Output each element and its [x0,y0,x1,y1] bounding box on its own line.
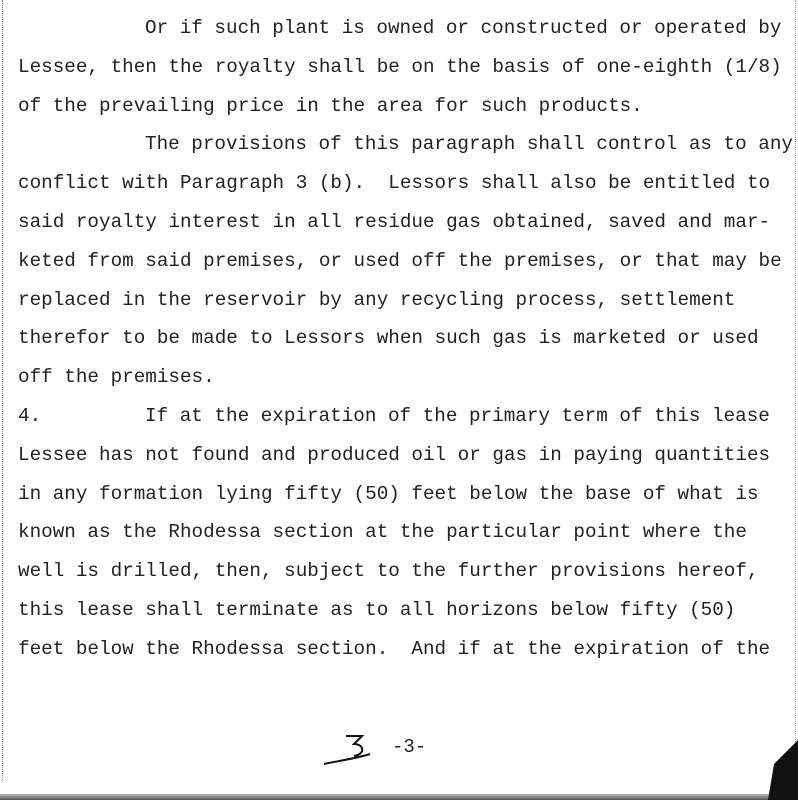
text-line: said royalty interest in all residue gas obtained, saved and mar- [18,211,771,233]
text-line: Lessee, then the royalty shall be on the basis of one-eighth (1/8) [18,55,782,78]
scan-right-edge [794,0,796,760]
text-line: of the prevailing price in the area for such products. [18,94,643,117]
paragraph-number: 4. [18,405,42,427]
text-line: therefor to be made to Lessors when such gas is marketed or used [18,327,759,350]
text-line: in any formation lying fifty (50) feet below the base of what is [18,482,759,505]
text-line: known as the Rhodessa section at the particular point where the [18,521,747,544]
text-line: feet below the Rhodessa section. And if at the expiration of the [18,637,771,660]
text-line: The provisions of this paragraph shall control as to any [145,133,793,156]
text-line: this lease shall terminate as to all horizons below fifty (50) [18,599,736,621]
page-number: -3- [392,736,427,758]
scan-left-edge [2,0,11,780]
text-line: replaced in the reservoir by any recycling process, settlement [18,288,736,311]
text-line: keted from said premises, or used off the premises, or that may be [18,249,782,272]
scan-corner-shadow [768,740,798,800]
text-line: Lessee has not found and produced oil or gas in paying quantities [18,443,771,466]
text-line: well is drilled, then, subject to the further provisions hereof, [18,560,759,583]
text-line: Or if such plant is owned or constructed or operated by [145,17,782,39]
handwritten-mark [318,728,388,768]
scan-bottom-edge [0,794,798,800]
text-line: If at the expiration of the primary term of this lease [145,405,770,427]
text-line: conflict with Paragraph 3 (b). Lessors shall also be entitled to [18,172,771,195]
text-line: off the premises. [18,366,215,389]
